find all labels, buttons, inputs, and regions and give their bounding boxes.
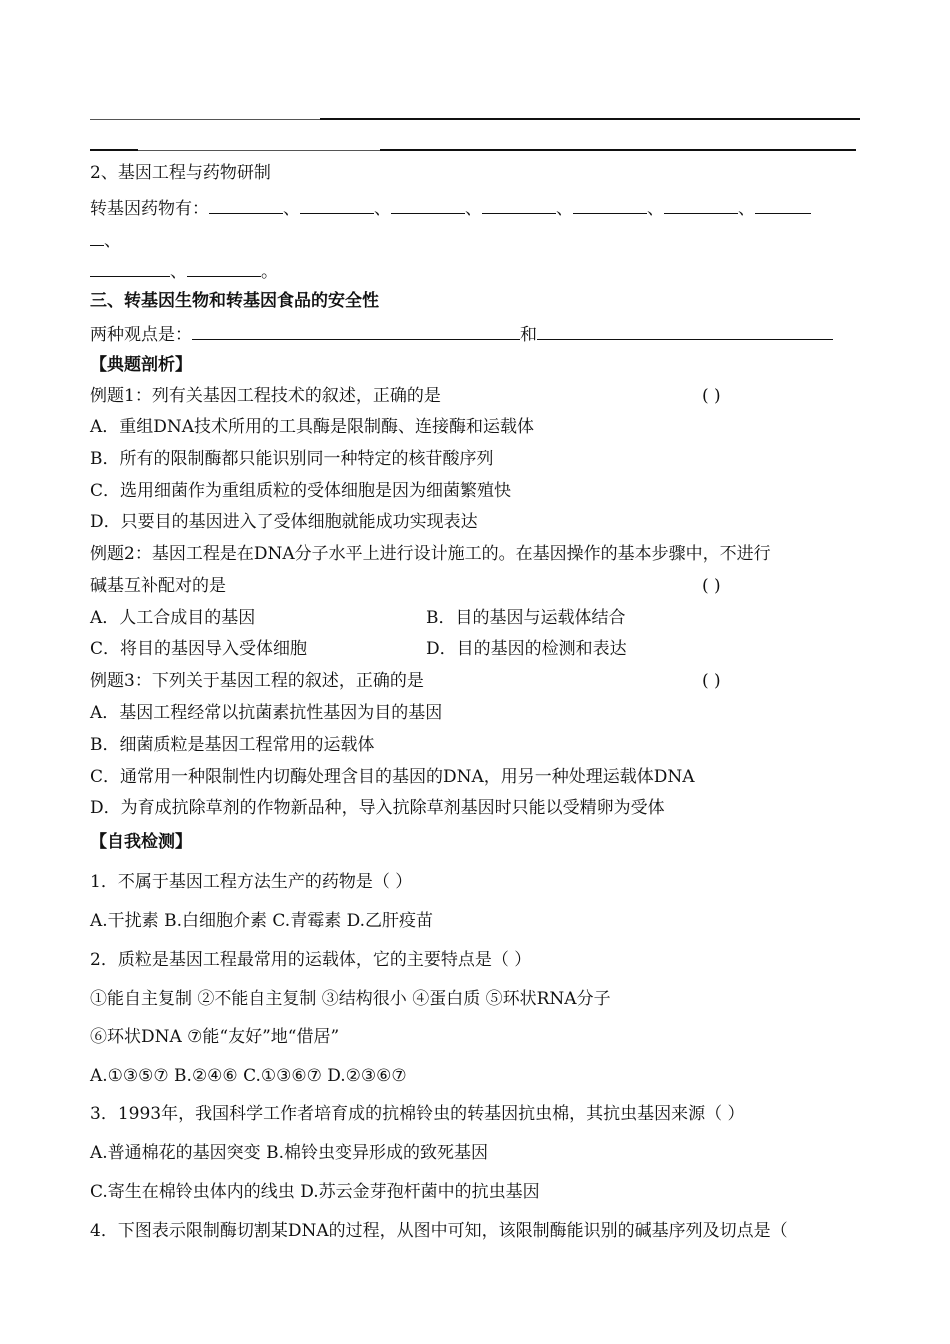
separator: 、 [738, 199, 755, 219]
example-1-option-d: D．只要目的基因进入了受体细胞就能成功实现表达 [90, 512, 478, 532]
question-2: 2．质粒是基因工程最常用的运载体，它的主要特点是（ ） [90, 950, 532, 970]
drug-blank-4[interactable] [482, 197, 556, 214]
example-3-option-d: D．为育成抗除草剂的作物新品种，导入抗除草剂基因时只能以受精卵为受体 [90, 798, 665, 818]
drug-blank-6[interactable] [664, 197, 738, 214]
section-3-title: 三、转基因生物和转基因食品的安全性 [90, 291, 379, 311]
viewpoints-line [90, 323, 833, 346]
drug-blank-7[interactable] [755, 197, 811, 214]
example-1-option-b: B．所有的限制酶都只能识别同一种特定的核苷酸序列 [90, 449, 494, 469]
question-3: 3．1993年，我国科学工作者培育成的抗棉铃虫的转基因抗虫棉，其抗虫基因来源（ ） [90, 1104, 745, 1124]
answer-line-2-thick [380, 149, 856, 151]
example-1-option-a: A．重组DNA技术所用的工具酶是限制酶、连接酶和运载体 [90, 417, 535, 437]
drug-blank-2[interactable] [300, 197, 374, 214]
answer-line-2-short [90, 149, 138, 151]
question-2-items-line-2: ⑥环状DNA ⑦能“友好”地“借居” [90, 1027, 340, 1047]
drug-blank-7-cont[interactable] [90, 229, 104, 246]
example-3-option-b: B．细菌质粒是基因工程常用的运载体 [90, 735, 375, 755]
example-3-option-a: A．基因工程经常以抗菌素抗性基因为目的基因 [90, 703, 443, 723]
example-2-question-line-2: 碱基互补配对的是 [90, 576, 226, 596]
example-1-question: 例题1：列有关基因工程技术的叙述，正确的是 [90, 386, 441, 406]
drug-list-wrap [90, 229, 121, 252]
question-2-options: A.①③⑤⑦ B.②④⑥ C.①③⑥⑦ D.②③⑥⑦ [90, 1066, 407, 1086]
period: 。 [261, 262, 278, 282]
example-2-answer-paren[interactable]: ( ) [702, 576, 721, 596]
drug-list-line [90, 197, 811, 220]
separator: 、 [556, 199, 573, 219]
separator: 、 [170, 262, 187, 282]
example-2-option-b: B．目的基因与运载体结合 [426, 608, 626, 628]
section-2-title: 2、基因工程与药物研制 [90, 163, 271, 183]
drug-blank-1[interactable] [209, 197, 283, 214]
question-4: 4．下图表示限制酶切割某DNA的过程，从图中可知，该限制酶能识别的碱基序列及切点是（ [90, 1221, 788, 1241]
self-check-heading: 【自我检测】 [90, 832, 192, 852]
example-3-option-c: C．通常用一种限制性内切酶处理含目的基因的DNA，用另一种处理运载体DNA [90, 767, 695, 787]
examples-heading: 【典题剖析】 [90, 355, 192, 375]
question-3-options-line-2: C.寄生在棉铃虫体内的线虫 D.苏云金芽孢杆菌中的抗虫基因 [90, 1182, 540, 1202]
example-3-question: 例题3：下列关于基因工程的叙述，正确的是 [90, 671, 424, 691]
separator: 、 [104, 231, 121, 251]
example-1-answer-paren[interactable]: ( ) [702, 386, 721, 406]
example-3-answer-paren[interactable]: ( ) [702, 671, 721, 691]
separator: 、 [647, 199, 664, 219]
example-2-option-c: C．将目的基因导入受体细胞 [90, 639, 308, 659]
example-1-option-c: C．选用细菌作为重组质粒的受体细胞是因为细菌繁殖快 [90, 481, 512, 501]
drug-blank-5[interactable] [573, 197, 647, 214]
drug-list-line-3 [90, 260, 278, 283]
example-2-option-d: D．目的基因的检测和表达 [426, 639, 627, 659]
example-2-question-line-1: 例题2：基因工程是在DNA分子水平上进行设计施工的。在基因操作的基本步骤中，不进行 [90, 544, 771, 564]
viewpoint-blank-2[interactable] [537, 323, 833, 340]
drug-blank-8[interactable] [90, 260, 170, 277]
separator: 、 [374, 199, 391, 219]
viewpoint-blank-1[interactable] [192, 323, 520, 340]
question-3-options-line-1: A.普通棉花的基因突变 B.棉铃虫变异形成的致死基因 [90, 1143, 488, 1163]
viewpoints-label: 两种观点是： [90, 325, 192, 345]
drug-blank-3[interactable] [391, 197, 465, 214]
example-2-option-a: A．人工合成目的基因 [90, 608, 256, 628]
question-1-options: A.干扰素 B.白细胞介素 C.青霉素 D.乙肝疫苗 [90, 911, 434, 931]
drug-blank-9[interactable] [187, 260, 261, 277]
drug-list-label: 转基因药物有： [90, 199, 209, 219]
separator: 、 [465, 199, 482, 219]
separator: 、 [283, 199, 300, 219]
answer-line-1-thick [320, 118, 860, 120]
question-2-items-line-1: ①能自主复制 ②不能自主复制 ③结构很小 ④蛋白质 ⑤环状RNA分子 [90, 989, 611, 1009]
and-word: 和 [520, 325, 537, 345]
question-1: 1．不属于基因工程方法生产的药物是（ ） [90, 872, 413, 892]
